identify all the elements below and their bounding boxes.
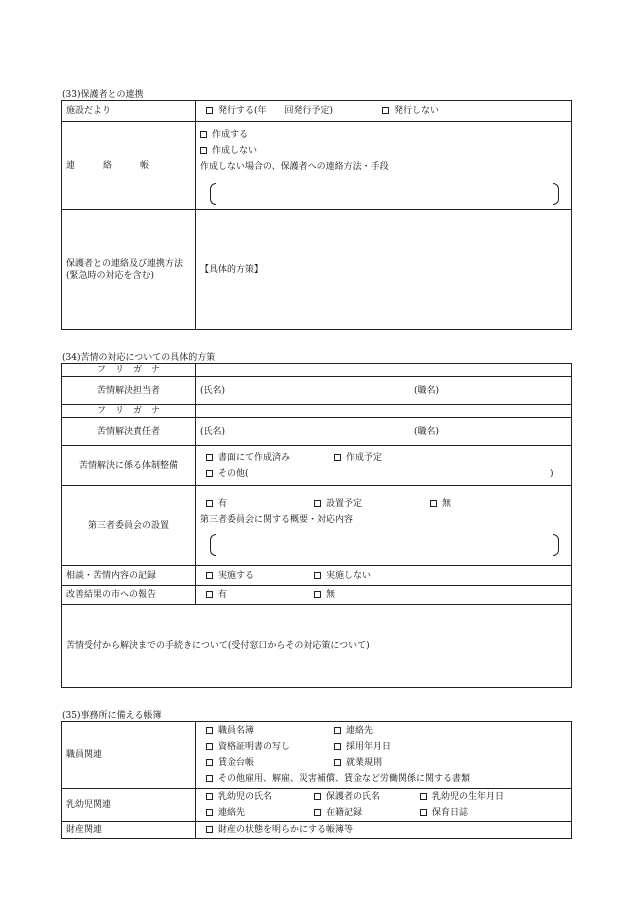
checkbox-icon[interactable] <box>206 454 213 461</box>
contact-book-not-create-option[interactable]: 作成しない <box>200 143 567 159</box>
property-options <box>196 822 572 839</box>
responsible-person-label: 苦情解決責任者 <box>62 418 196 446</box>
infant-item-name[interactable]: 乳幼児の氏名 <box>206 789 272 805</box>
third-party-planned-option[interactable]: 設置予定 <box>314 496 362 512</box>
checkbox-icon[interactable] <box>200 131 207 138</box>
section-33-title: (33)保護者との連携 <box>62 90 144 100</box>
responsible-person-cell[interactable] <box>196 418 572 446</box>
checkbox-icon[interactable] <box>334 759 341 766</box>
contact-book-options <box>196 122 572 210</box>
checkbox-icon[interactable] <box>206 809 213 816</box>
infant-item-guardian-name[interactable]: 保護者の氏名 <box>314 789 380 805</box>
staff-item-roster[interactable]: 職員名簿 <box>206 723 254 739</box>
infant-item-enrollment[interactable]: 在籍記録 <box>314 805 362 821</box>
checkbox-icon[interactable] <box>314 591 321 598</box>
checkbox-icon[interactable] <box>206 107 213 114</box>
checkbox-icon[interactable] <box>206 759 213 766</box>
checkbox-icon[interactable] <box>314 793 321 800</box>
report-label: 改善結果の市への報告 <box>62 586 196 605</box>
checkbox-icon[interactable] <box>206 793 213 800</box>
staff-options <box>196 722 572 789</box>
staff-item-contact[interactable]: 連絡先 <box>334 723 373 739</box>
section-34-table <box>61 363 572 688</box>
checkbox-icon[interactable] <box>334 727 341 734</box>
record-options <box>196 566 572 586</box>
staff-item-work-rules[interactable]: 就業規則 <box>334 755 382 771</box>
checkbox-icon[interactable] <box>206 591 213 598</box>
checkbox-icon[interactable] <box>206 470 213 477</box>
third-party-options <box>196 486 572 566</box>
checkbox-icon[interactable] <box>206 727 213 734</box>
person-in-charge-cell[interactable] <box>196 377 572 405</box>
third-party-label: 第三者委員会の設置 <box>62 486 196 566</box>
furigana-input[interactable] <box>196 405 572 418</box>
contact-book-note: 作成しない場合の、保護者への連絡方法・手段 <box>200 161 389 172</box>
staff-item-other[interactable]: その他雇用、解雇、災害補償、賃金など労働関係に関する書類 <box>206 771 470 787</box>
section-34-title: (34)苦情の対応についての具体的方策 <box>62 353 216 363</box>
staff-label: 職員関連 <box>62 722 196 789</box>
report-options <box>196 586 572 605</box>
checkbox-icon[interactable] <box>314 809 321 816</box>
checkbox-icon[interactable] <box>206 743 213 750</box>
furigana-label: フ リ ガ ナ <box>62 405 196 418</box>
job-title-label: (職名) <box>414 426 440 437</box>
newsletter-label: 施設だより <box>62 101 196 122</box>
procedure-label: 苦情受付から解決までの手続きについて(受付窓口からその対応策について) <box>66 641 370 651</box>
close-paren: ) <box>550 468 554 479</box>
report-yes-option[interactable]: 有 <box>206 587 227 603</box>
checkbox-icon[interactable] <box>430 500 437 507</box>
system-options <box>196 446 572 486</box>
newsletter-no-issue-option[interactable]: 発行しない <box>382 103 439 119</box>
checkbox-icon[interactable] <box>200 147 207 154</box>
record-dont-option[interactable]: 実施しない <box>314 568 371 584</box>
infant-item-birthdate[interactable]: 乳幼児の生年月日 <box>420 789 504 805</box>
section-35-table <box>61 721 572 839</box>
furigana-label: フ リ ガ ナ <box>62 364 196 377</box>
job-title-label: (職名) <box>414 385 440 396</box>
staff-item-wage-ledger[interactable]: 賃金台帳 <box>206 755 254 771</box>
staff-item-hire-date[interactable]: 採用年月日 <box>334 739 391 755</box>
infant-options <box>196 789 572 822</box>
checkbox-icon[interactable] <box>314 500 321 507</box>
checkbox-icon[interactable] <box>206 500 213 507</box>
newsletter-issue-option[interactable]: 発行する(年 回発行予定) <box>206 103 333 119</box>
checkbox-icon[interactable] <box>420 793 427 800</box>
checkbox-icon[interactable] <box>420 809 427 816</box>
checkbox-icon[interactable] <box>206 775 213 782</box>
checkbox-icon[interactable] <box>206 826 213 833</box>
system-planned-option[interactable]: 作成予定 <box>334 450 382 466</box>
system-label: 苦情解決に係る体制整備 <box>62 446 196 486</box>
name-label: (氏名) <box>200 385 226 396</box>
name-label: (氏名) <box>200 426 226 437</box>
furigana-input[interactable] <box>196 364 572 377</box>
property-label: 財産関連 <box>62 822 196 839</box>
infant-item-daily-log[interactable]: 保育日誌 <box>420 805 468 821</box>
infant-label: 乳幼児関連 <box>62 789 196 822</box>
contact-book-create-option[interactable]: 作成する <box>200 127 567 143</box>
checkbox-icon[interactable] <box>382 107 389 114</box>
third-party-input[interactable] <box>210 534 559 556</box>
checkbox-icon[interactable] <box>314 572 321 579</box>
report-no-option[interactable]: 無 <box>314 587 335 603</box>
contact-book-label: 連 絡 帳 <box>62 122 196 210</box>
third-party-no-option[interactable]: 無 <box>430 496 451 512</box>
checkbox-icon[interactable] <box>206 572 213 579</box>
system-done-option[interactable]: 書面にて作成済み <box>206 450 290 466</box>
property-item-ledger[interactable]: 財産の状態を明らかにする帳簿等 <box>206 822 353 838</box>
person-in-charge-label: 苦情解決担当者 <box>62 377 196 405</box>
checkbox-icon[interactable] <box>334 454 341 461</box>
contact-method-heading: 【具体的方策】 <box>200 264 264 275</box>
section-33-table <box>61 100 572 330</box>
newsletter-options <box>196 101 572 122</box>
record-label: 相談・苦情内容の記録 <box>62 566 196 586</box>
system-other-option[interactable]: その他( <box>206 466 249 482</box>
third-party-yes-option[interactable]: 有 <box>206 496 227 512</box>
contact-method-input[interactable] <box>210 183 559 205</box>
infant-item-contact[interactable]: 連絡先 <box>206 805 245 821</box>
procedure-cell[interactable] <box>62 605 572 688</box>
checkbox-icon[interactable] <box>334 743 341 750</box>
contact-method-label: 保護者との連絡及び連携方法(緊急時の対応を含む) <box>62 210 196 330</box>
contact-method-cell[interactable] <box>196 210 572 330</box>
record-do-option[interactable]: 実施する <box>206 568 254 584</box>
third-party-note: 第三者委員会に関する概要・対応内容 <box>200 514 354 525</box>
section-35-title: (35)事務所に備える帳簿 <box>62 711 162 721</box>
staff-item-certificate[interactable]: 資格証明書の写し <box>206 739 290 755</box>
